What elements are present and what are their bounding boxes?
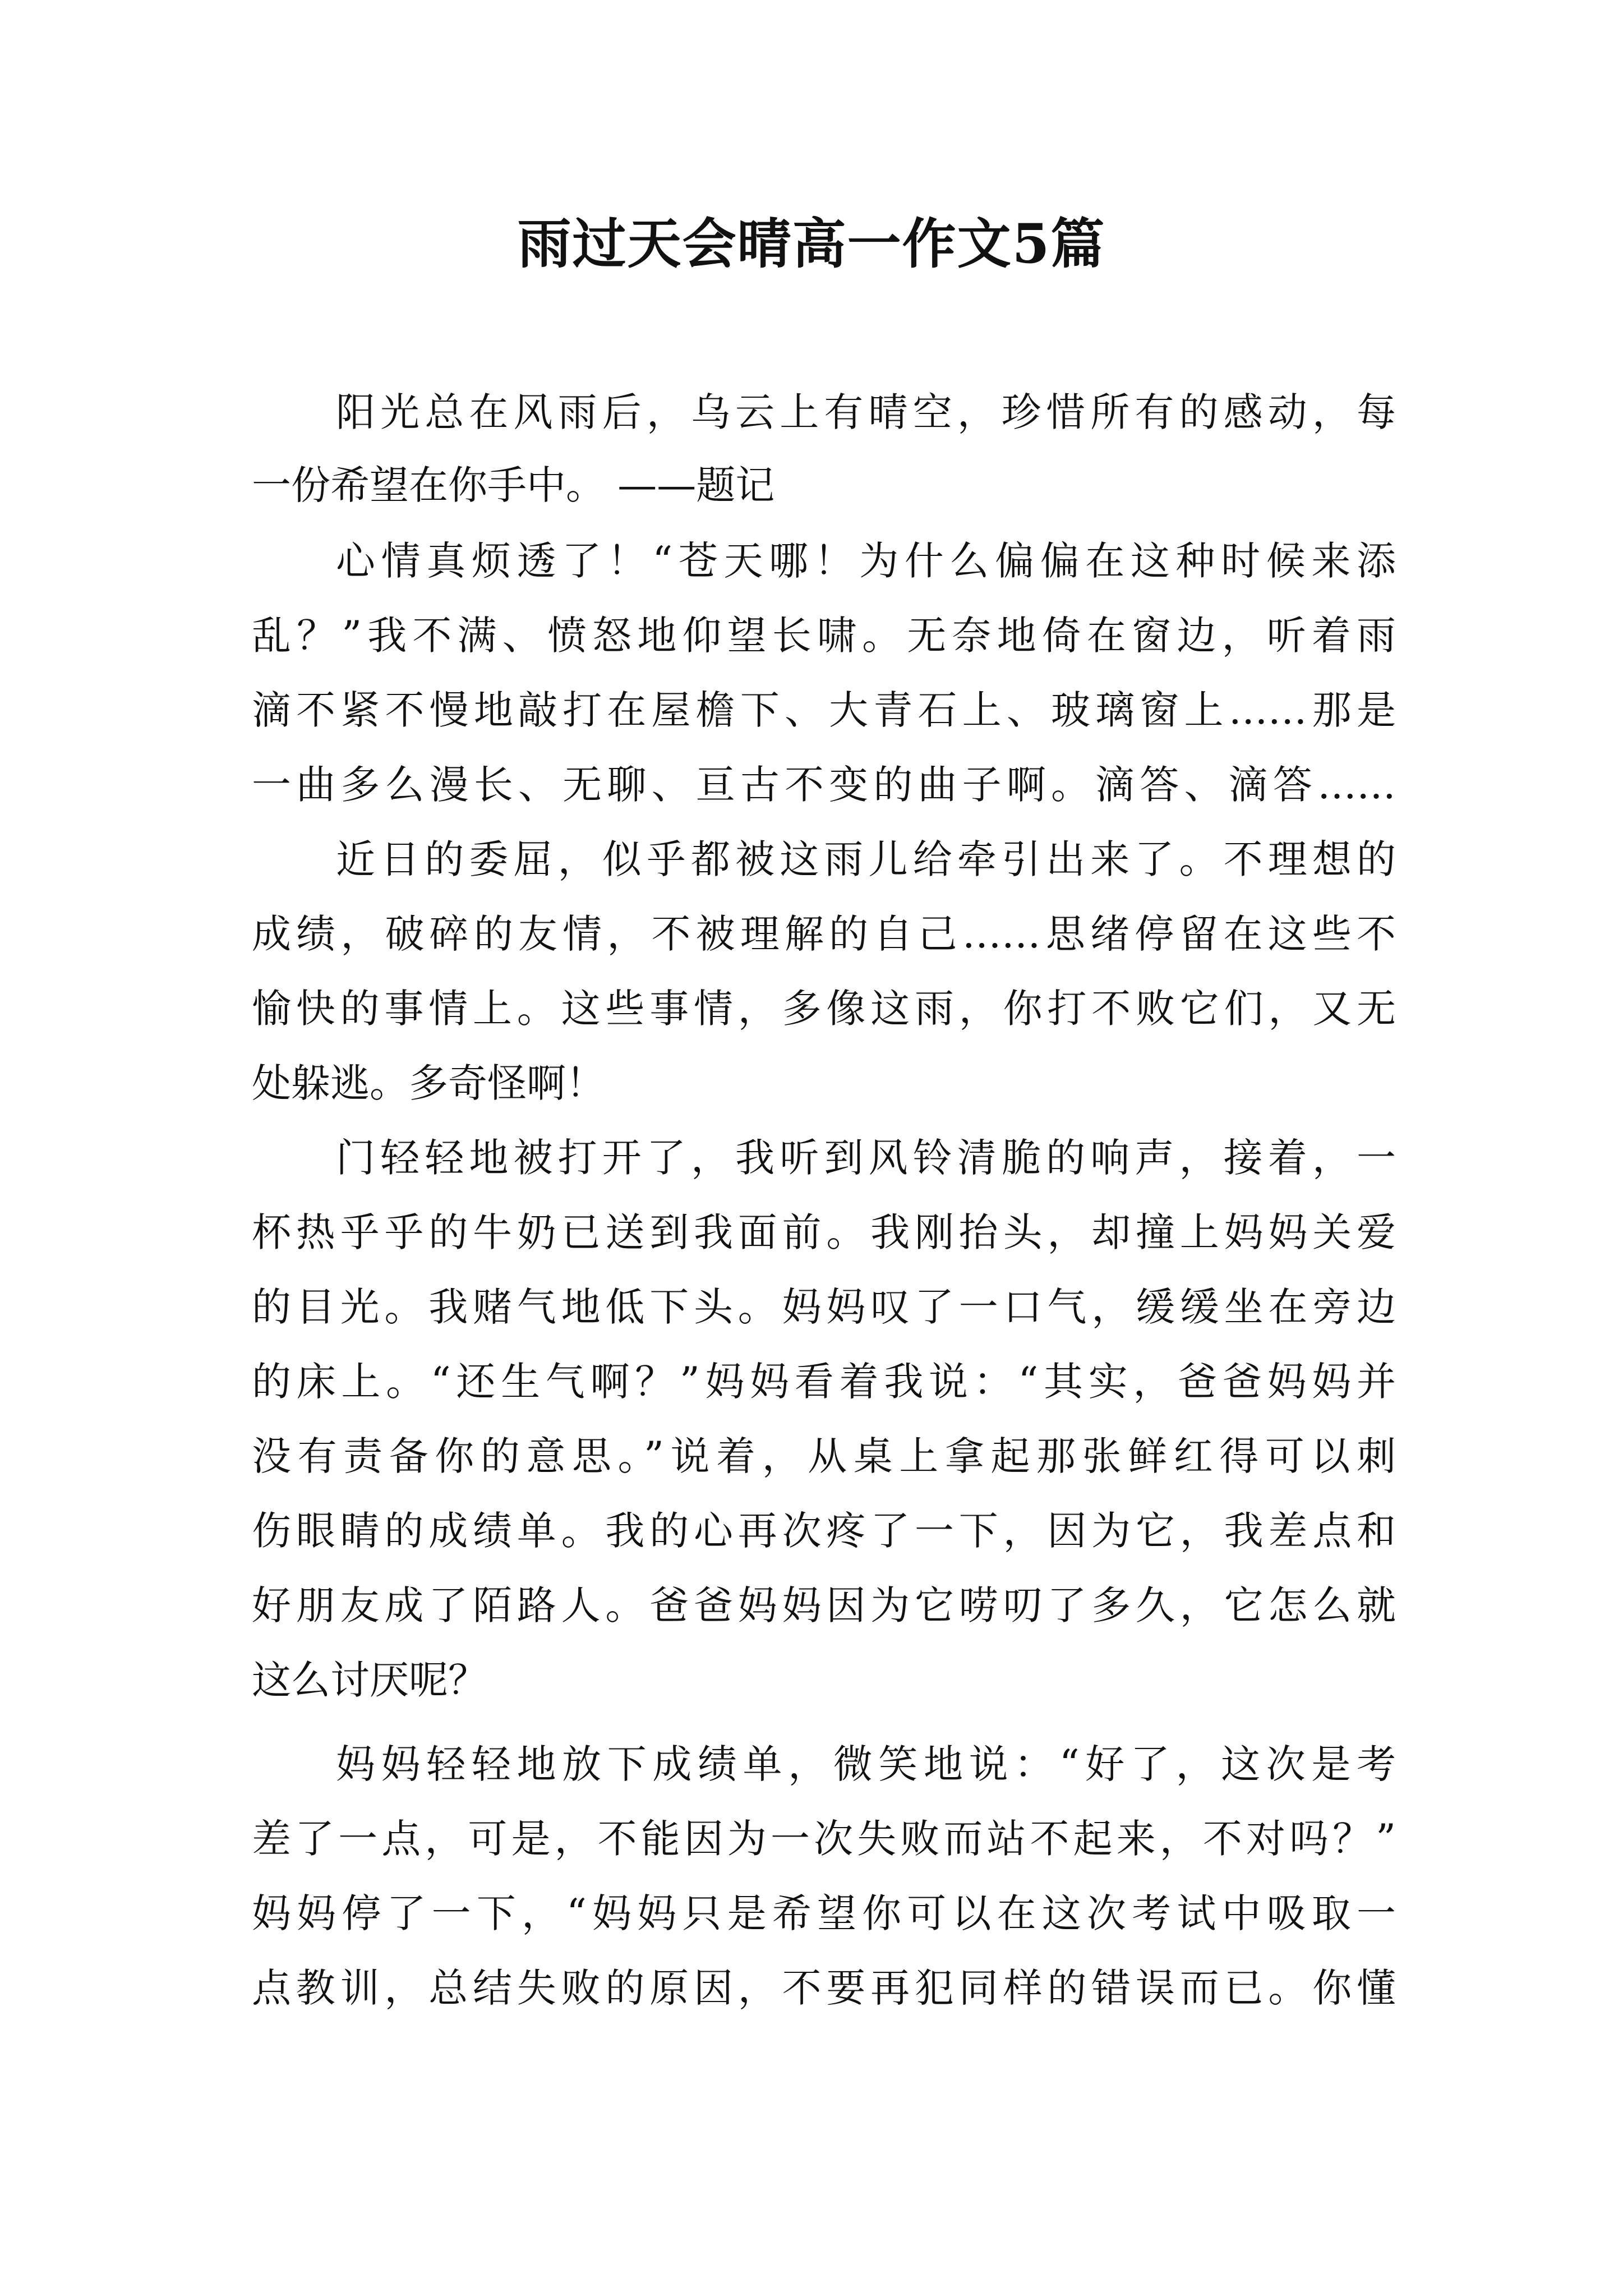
text-line: 乱？”我不满、愤怒地仰望长啸。无奈地倚在窗边，听着雨	[252, 613, 1396, 659]
text-line: 处躲逃。多奇怪啊！	[252, 1060, 605, 1106]
document-title: 雨过天会晴高一作文5篇	[517, 212, 1106, 275]
text-line: 妈妈停了一下，“妈妈只是希望你可以在这次考试中吸取一	[252, 1890, 1396, 1936]
text-line: 点教训，总结失败的原因，不要再犯同样的错误而已。你懂	[252, 1965, 1396, 2011]
text-line: 好朋友成了陌路人。爸爸妈妈因为它唠叨了多久，它怎么就	[252, 1582, 1396, 1628]
text-line: 一曲多么漫长、无聊、亘古不变的曲子啊。滴答、滴答……	[252, 762, 1396, 808]
text-line: 成绩，破碎的友情，不被理解的自己……思绪停留在这些不	[252, 911, 1396, 957]
text-line: 这么讨厌呢？	[252, 1657, 487, 1703]
text-line: 阳光总在风雨后，乌云上有晴空，珍惜所有的感动，每	[336, 389, 1396, 435]
text-line: 心情真烦透了！“苍天哪！为什么偏偏在这种时候来添	[336, 538, 1396, 584]
text-line: 近日的委屈，似乎都被这雨儿给牵引出来了。不理想的	[336, 836, 1396, 882]
text-line: 一份希望在你手中。 ——题记	[252, 462, 775, 508]
text-line: 差了一点，可是，不能因为一次失败而站不起来，不对吗？”	[252, 1816, 1396, 1862]
text-line: 的目光。我赌气地低下头。妈妈叹了一口气，缓缓坐在旁边	[252, 1284, 1396, 1330]
text-line: 伤眼睛的成绩单。我的心再次疼了一下，因为它，我差点和	[252, 1508, 1396, 1554]
text-line: 门轻轻地被打开了，我听到风铃清脆的响声，接着，一	[336, 1135, 1396, 1181]
text-line: 没有责备你的意思。”说着，从桌上拿起那张鲜红得可以刺	[252, 1433, 1396, 1479]
text-line: 愉快的事情上。这些事情，多像这雨，你打不败它们，又无	[252, 986, 1396, 1032]
text-line: 的床上。“还生气啊？”妈妈看着我说：“其实，爸爸妈妈并	[252, 1359, 1396, 1405]
text-line: 杯热乎乎的牛奶已送到我面前。我刚抬头，却撞上妈妈关爱	[252, 1209, 1396, 1255]
text-line: 滴不紧不慢地敲打在屋檐下、大青石上、玻璃窗上……那是	[252, 687, 1396, 733]
text-line: 妈妈轻轻地放下成绩单，微笑地说：“好了，这次是考	[336, 1741, 1396, 1787]
